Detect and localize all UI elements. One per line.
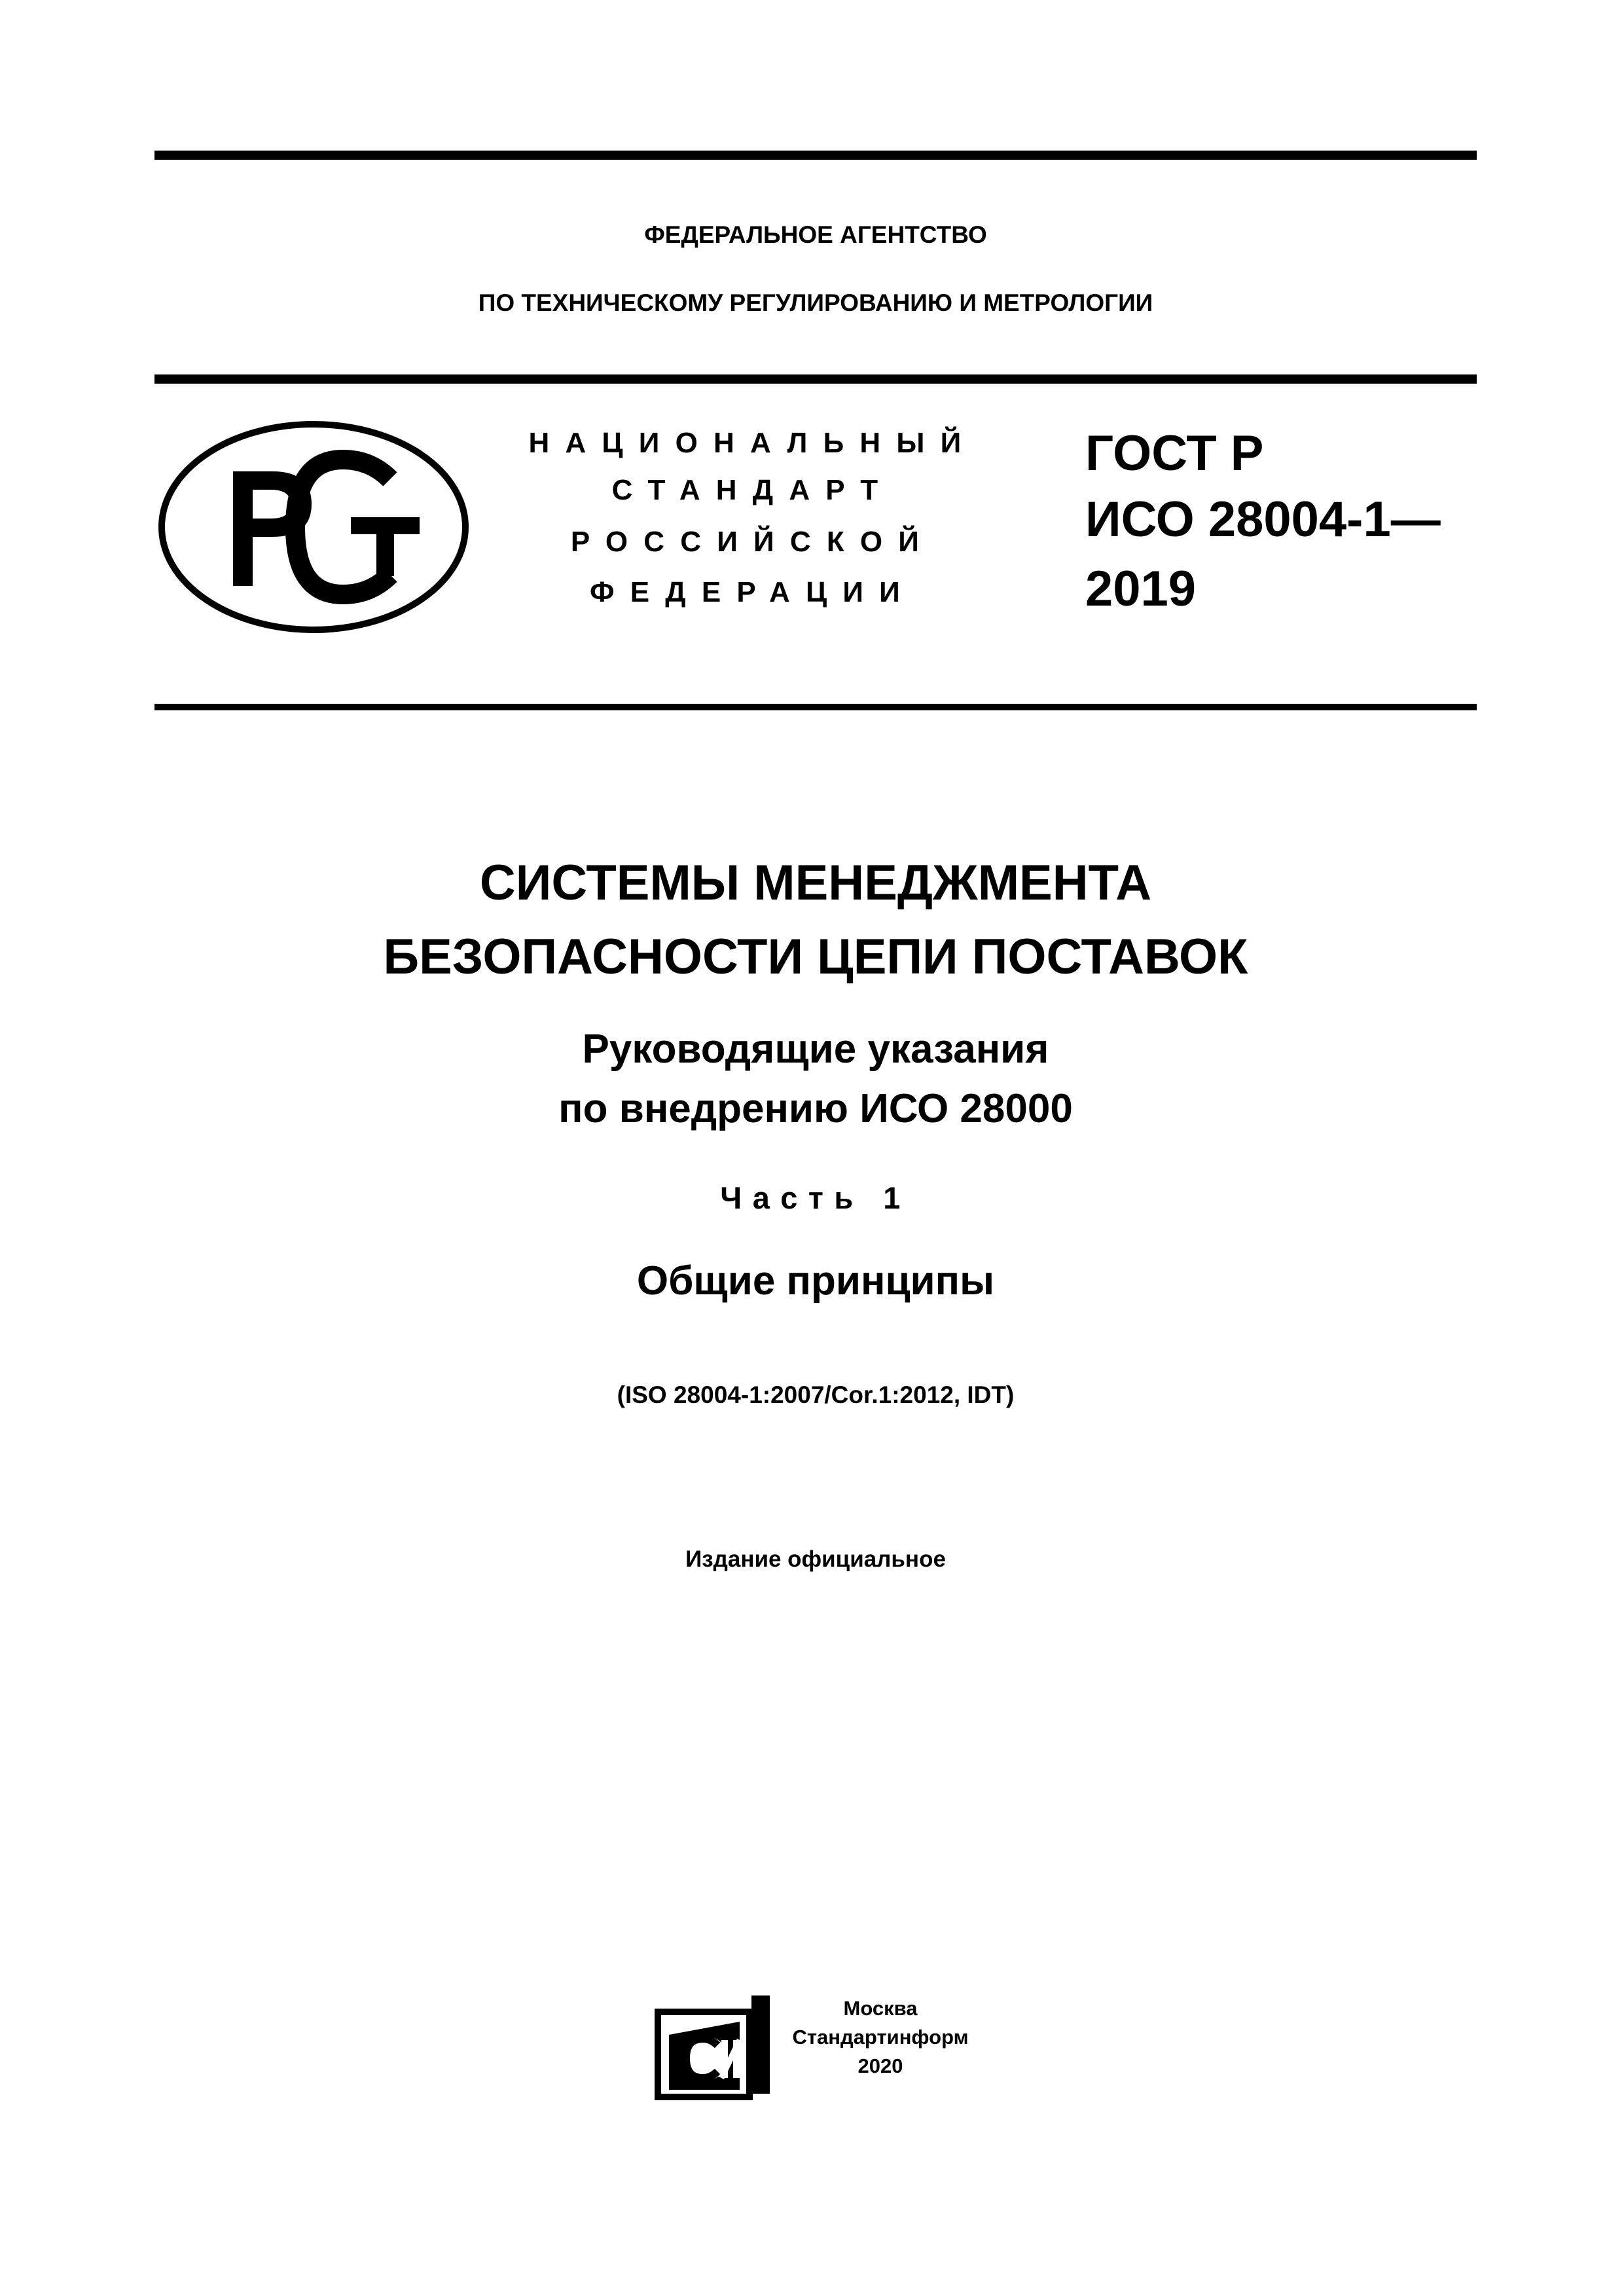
national-standard-line-4: ФЕДЕРАЦИИ <box>589 576 916 608</box>
standartinform-logo-icon <box>653 1994 772 2103</box>
title-sub-line-1: Руководящие указания <box>582 1027 1049 1072</box>
agency-line-1: ФЕДЕРАЛЬНОЕ АГЕНТСТВО <box>644 221 987 248</box>
designation-line-3: 2019 <box>1085 561 1197 617</box>
title-main-line-2: БЕЗОПАСНОСТИ ЦЕПИ ПОСТАВОК <box>383 929 1248 985</box>
emblem-rule <box>154 704 1477 710</box>
header-rule <box>154 374 1477 384</box>
part-title: Общие принципы <box>636 1258 995 1303</box>
title-sub-line-2: по внедрению ИСО 28000 <box>558 1086 1073 1131</box>
publisher-year: 2020 <box>857 2054 903 2077</box>
publisher-city: Москва <box>843 1997 918 2020</box>
agency-line-2: ПО ТЕХНИЧЕСКОМУ РЕГУЛИРОВАНИЮ И МЕТРОЛОГИИ <box>478 289 1153 316</box>
publisher-name: Стандартинформ <box>792 2026 969 2049</box>
designation-line-1: ГОСТ Р <box>1085 426 1264 481</box>
national-standard-line-1: НАЦИОНАЛЬНЫЙ <box>528 427 977 459</box>
rst-emblem-icon <box>154 419 473 635</box>
part-label: Часть 1 <box>720 1180 911 1215</box>
top-rule <box>154 151 1477 160</box>
designation-line-2: ИСО 28004-1— <box>1085 492 1441 547</box>
national-standard-line-2: СТАНДАРТ <box>611 474 894 506</box>
edition-label: Издание официальное <box>685 1546 946 1572</box>
title-main-line-1: СИСТЕМЫ МЕНЕДЖМЕНТА <box>479 855 1152 911</box>
national-standard-line-3: РОССИЙСКОЙ <box>570 526 935 558</box>
reference-designation: (ISO 28004-1:2007/Cor.1:2012, IDT) <box>617 1381 1015 1408</box>
